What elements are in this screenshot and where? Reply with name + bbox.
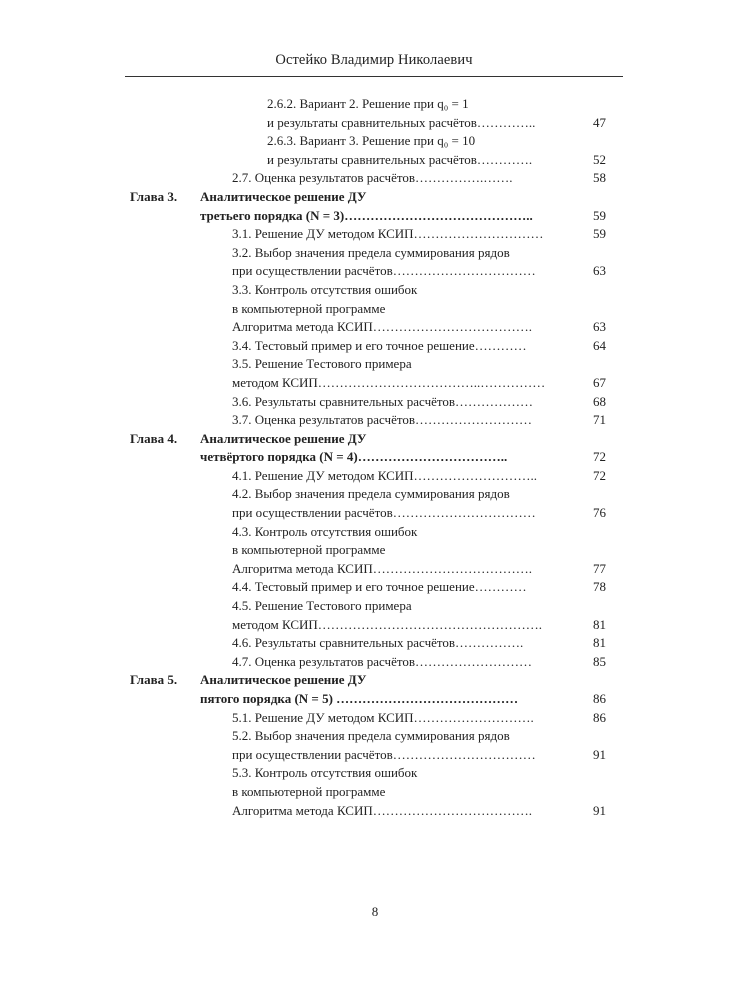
toc-entry-title: 4.2. Выбор значения предела суммирования рядов (232, 486, 510, 502)
toc-entry (0, 560, 750, 579)
toc-entry-title: 2.6.2. Вариант 2. Решение при q₀ = 1 (267, 96, 469, 111)
toc-entry (0, 244, 750, 263)
toc-entry (0, 616, 750, 635)
toc-entry (0, 597, 750, 616)
toc-entry-page: 76 (593, 505, 606, 521)
toc-entry-page: 85 (593, 653, 606, 669)
toc-entry-title: 3.3. Контроль отсутствия ошибок (232, 281, 418, 297)
toc-entry-title: Алгоритма метода КСИП………………………………. (232, 802, 532, 818)
toc-entry (0, 690, 750, 709)
toc-entry-page: 47 (593, 114, 606, 130)
toc-entry-title: методом КСИП………………………………..…………… (232, 374, 546, 390)
toc-entry (0, 132, 750, 151)
toc-entry (0, 225, 750, 244)
toc-entry (0, 281, 750, 300)
toc-entry-page: 72 (593, 467, 606, 483)
toc-entry (0, 430, 750, 449)
toc-entry-title: 5.2. Выбор значения предела суммирования рядов (232, 728, 510, 744)
toc-entry-title: 3.4. Тестовый пример и его точное решение………… (232, 337, 527, 353)
toc-entry-title: 2.6.3. Вариант 3. Решение при q₀ = 10 (267, 133, 476, 149)
toc-entry (0, 318, 750, 337)
toc-entry-title: 4.6. Результаты сравнительных расчётов……………. (232, 635, 524, 651)
chapter-label: Глава 5. (130, 672, 178, 688)
toc-entry (0, 411, 750, 430)
toc-entry (0, 188, 750, 207)
toc-entry (0, 746, 750, 765)
toc-entry (0, 393, 750, 412)
toc-entry-title: 3.1. Решение ДУ методом КСИП………………………… (232, 226, 544, 242)
toc-entry-title: методом КСИП……………………………………………. (232, 616, 543, 632)
toc-entry (0, 300, 750, 319)
toc-entry (0, 709, 750, 728)
toc-entry-title: Аналитическое решение ДУ (200, 188, 367, 204)
toc-entry-page: 72 (593, 449, 606, 465)
toc-entry (0, 374, 750, 393)
toc-entry-page: 71 (593, 412, 606, 428)
toc-entry-title: и результаты сравнительных расчётов………….. (267, 114, 536, 130)
toc-entry-title: в компьютерной программе (232, 542, 386, 558)
header-rule (125, 76, 623, 77)
toc-entry (0, 485, 750, 504)
toc-entry-title: и результаты сравнительных расчётов…………. (267, 151, 533, 167)
toc-entry-page: 91 (593, 802, 606, 818)
toc-entry-title: Аналитическое решение ДУ (200, 430, 367, 446)
toc-entry-title: в компьютерной программе (232, 783, 386, 799)
toc-entry-title: третьего порядка (N = 3)…………………………………….. (200, 207, 533, 223)
toc-entry (0, 634, 750, 653)
toc-entry (0, 783, 750, 802)
toc-entry-title: Аналитическое решение ДУ (200, 672, 367, 688)
toc-entry (0, 504, 750, 523)
toc-entry-title: 4.4. Тестовый пример и его точное решение………… (232, 579, 527, 595)
toc-entry (0, 95, 750, 114)
toc-entry-page: 68 (593, 393, 606, 409)
toc-entry (0, 114, 750, 133)
toc-entry-title: 3.2. Выбор значения предела суммирования рядов (232, 244, 510, 260)
toc-entry-page: 59 (593, 207, 606, 223)
toc-entry-title: 3.5. Решение Тестового примера (232, 356, 412, 372)
toc-entry-page: 64 (593, 337, 606, 353)
toc-entry-title: четвёртого порядка (N = 4)…………………………….. (200, 449, 508, 465)
toc-entry-title: 2.7. Оценка результатов расчётов…………….……. (232, 170, 513, 186)
toc-entry-page: 59 (593, 226, 606, 242)
chapter-label: Глава 3. (130, 188, 178, 204)
toc-entry (0, 337, 750, 356)
toc-entry-title: 4.3. Контроль отсутствия ошибок (232, 523, 418, 539)
toc-entry-page: 91 (593, 746, 606, 762)
table-of-contents (0, 95, 750, 820)
toc-entry (0, 653, 750, 672)
page-number: 8 (371, 904, 379, 919)
toc-entry-page: 78 (593, 579, 606, 595)
toc-entry (0, 523, 750, 542)
toc-entry (0, 151, 750, 170)
toc-entry-title: в компьютерной программе (232, 300, 386, 316)
toc-entry-page: 81 (593, 616, 606, 632)
toc-entry-title: 4.7. Оценка результатов расчётов……………………… (232, 653, 533, 669)
toc-entry-page: 67 (593, 374, 606, 390)
toc-entry-title: 5.1. Решение ДУ методом КСИП………………………. (232, 709, 534, 725)
toc-entry-title: 4.5. Решение Тестового примера (232, 598, 412, 614)
chapter-label: Глава 4. (130, 430, 178, 446)
toc-entry (0, 802, 750, 821)
toc-entry-page: 63 (593, 319, 606, 335)
toc-entry (0, 355, 750, 374)
toc-entry (0, 207, 750, 226)
toc-entry-page: 81 (593, 635, 606, 651)
toc-entry-title: Алгоритма метода КСИП………………………………. (232, 319, 532, 335)
toc-entry (0, 541, 750, 560)
toc-entry-title: 3.7. Оценка результатов расчётов……………………… (232, 412, 533, 428)
toc-entry (0, 262, 750, 281)
toc-entry (0, 671, 750, 690)
toc-entry (0, 764, 750, 783)
toc-entry-title: пятого порядка (N = 5) …………………………………… (200, 691, 519, 706)
running-header: Остейко Владимир Николаевич (275, 52, 473, 68)
toc-entry-page: 86 (593, 709, 606, 725)
toc-entry-page: 58 (593, 170, 606, 186)
toc-entry-page: 63 (593, 263, 606, 279)
toc-entry-page: 52 (593, 151, 606, 167)
toc-entry-page: 77 (593, 560, 606, 576)
toc-entry (0, 467, 750, 486)
toc-entry-title: 4.1. Решение ДУ методом КСИП……………………….. (232, 467, 538, 483)
toc-entry-title: при осуществлении расчётов…………………………… (232, 505, 536, 521)
toc-entry-title: при осуществлении расчётов…………………………… (232, 263, 536, 279)
toc-entry-page: 86 (593, 691, 606, 706)
toc-entry (0, 578, 750, 597)
toc-entry (0, 727, 750, 746)
toc-entry-title: 3.6. Результаты сравнительных расчётов……………… (232, 393, 534, 409)
toc-entry (0, 169, 750, 188)
toc-entry-title: Алгоритма метода КСИП………………………………. (232, 560, 532, 576)
toc-entry-title: 5.3. Контроль отсутствия ошибок (232, 765, 418, 781)
toc-entry (0, 448, 750, 467)
toc-entry-title: при осуществлении расчётов…………………………… (232, 746, 536, 762)
